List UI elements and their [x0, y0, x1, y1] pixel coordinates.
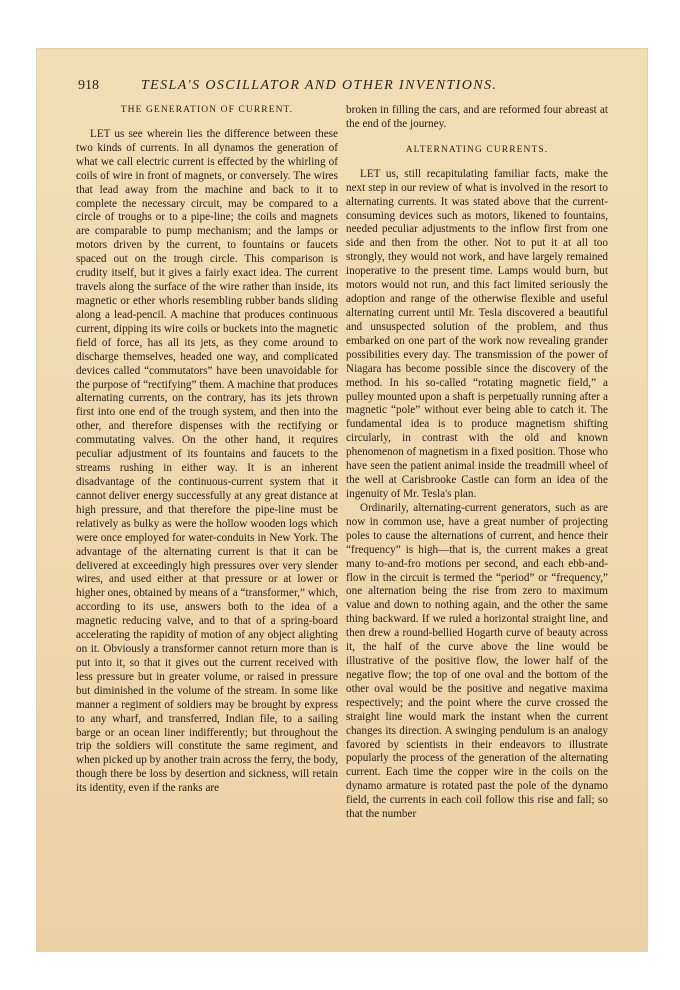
section-heading-generation: THE GENERATION OF CURRENT. — [120, 105, 294, 115]
left-column — [76, 104, 338, 796]
paragraph-continued: broken in filling the cars, and are reformed four abreast at the end of the journey. — [346, 104, 608, 130]
running-title: TESLA'S OSCILLATOR AND OTHER INVENTIONS. — [141, 78, 498, 93]
running-head — [36, 78, 648, 100]
section-heading-alternating: ALTERNATING CURRENTS. — [405, 144, 549, 155]
page-number: 918 — [78, 78, 99, 93]
right-column — [346, 104, 608, 822]
paragraph: LET us see wherein lies the difference between these two kinds of currents. In all dynamos the generation of what we call electric current is effected by the whirling of coils of wire in front of magnets, or conversely. The wires that lead away from the machine and back to it to complete the necessary circuit, may be compared to a circle of troughs or to a pipe-line; the coils and magnets are comparable to pump mechanism; and the lamps or motors driven by the current, to fountains or faucets spaced out on the trough circle. This comparison is crudity itself, but it gives a fairly exact idea. The current travels along the surface of the wire rather than inside, its magnetic or ether whorls resembling rubber bands sliding along a lead-pencil. A machine that produces continuous current, dipping its wire coils or buckets into the magnetic field of force, has all its jets, as they come around to discharge themselves, headed one way, and complicated devices called “commutators” have been unavoidable for the purpose of “rectifying” them. A machine that produces alternating currents, on the contrary, has its jets thrown first into one end of the trough system, and then into the other, and therefore dispenses with the rectifying or commutating valves. On the other hand, it requires peculiar adjustment of its fountains and faucets to the streams rushing in either way. It is an inherent disadvantage of the continuous-current system that it cannot deliver energy successfully at any great distance at high pressure, and that therefore the pipe-line must be relatively as bulky as were the hollow wooden logs which were once employed for water-conduits in New York. The advantage of the alternating current is that it can be delivered at exceedingly high pressures over very slender wires, and used either at that pressure or at lower or higher ones, obtained by means of a “transformer,” which, according to its use, answers both to the idea of a magnetic reducing valve, and to that of a spring-board accelerating the rapidity of motion of any object alighting on it. Obviously a transformer cannot return more than is put into it, so that it gives out the current received with less pressure but in greater volume, or raised in pressure but diminished in the volume of the stream. In some like manner a regiment of soldiers may be brought by express to any wharf, and transferred, Indian file, to a sailing barge or an ocean liner indifferently; but throughout the trip the soldiers will constitute the same regiment, and when picked up by another train across the ferry, the body, though there be loss by desertion and sickness, will retain its identity, even if the ranks are — [76, 127, 338, 795]
book-page — [36, 48, 648, 952]
paragraph: Ordinarily, alternating-current generators, such as are now in common use, have a great number of projecting poles to cause the alternations of current, and hence their “frequency” is high—that is, the current makes a great many to-and-fro motions per second, and each ebb-and-flow in the circuit is termed the “period” or “frequency,” one alternation being the rise from zero to maximum value and down to nothing again, and the other the same thing backward. If we ruled a horizontal straight line, and then drew a round-bellied Hogarth curve of beauty across it, the half of the curve above the line would be illustrative of the positive flow, the lower half of the negative flow; the top of one oval and the bottom of the other oval would be the positive and negative maxima respectively; and the point where the curve crossed the straight line would mark the instant when the current changes its direction. A swinging pendulum is an analogy favored by scientists in their endeavors to illustrate popularly the process of the generation of the alternating current. Each time the copper wire in the coils on the dynamo armature is rotated past the pole of the dynamo field, the currents in each coil follow this rise and fall; so that the number — [346, 501, 608, 821]
paragraph: LET us, still recapitulating familiar facts, make the next step in our review of what is involved in the resort to alternating currents. It was stated above that the current-consuming devices such as motors, likened to fountains, needed peculiar adjustments to the inflow first from one side and then from the other. Not to put it at all too strongly, they would not work, and have largely remained inoperative to the present time. Lamps would burn, but motors would not run, and this fact limited seriously the adoption and range of the otherwise flexible and useful alternating current until Mr. Tesla discovered a beautiful and unsuspected solution of the problem, and thus embarked on one part of the work now revealing grander possibilities every day. The transmission of the power of Niagara has become possible since the discovery of the method. In his so-called “rotating magnetic field,” a pulley mounted upon a shaft is perpetually running after a magnetic “pole” without ever being able to catch it. The fundamental idea is to produce magnetism shifting circularly, in contrast with the old and known phenomenon of magnetism in a fixed position. Those who have seen the patient animal inside the treadmill wheel of the well at Carisbrooke Castle can form an idea of the ingenuity of Mr. Tesla's plan. — [346, 167, 608, 500]
